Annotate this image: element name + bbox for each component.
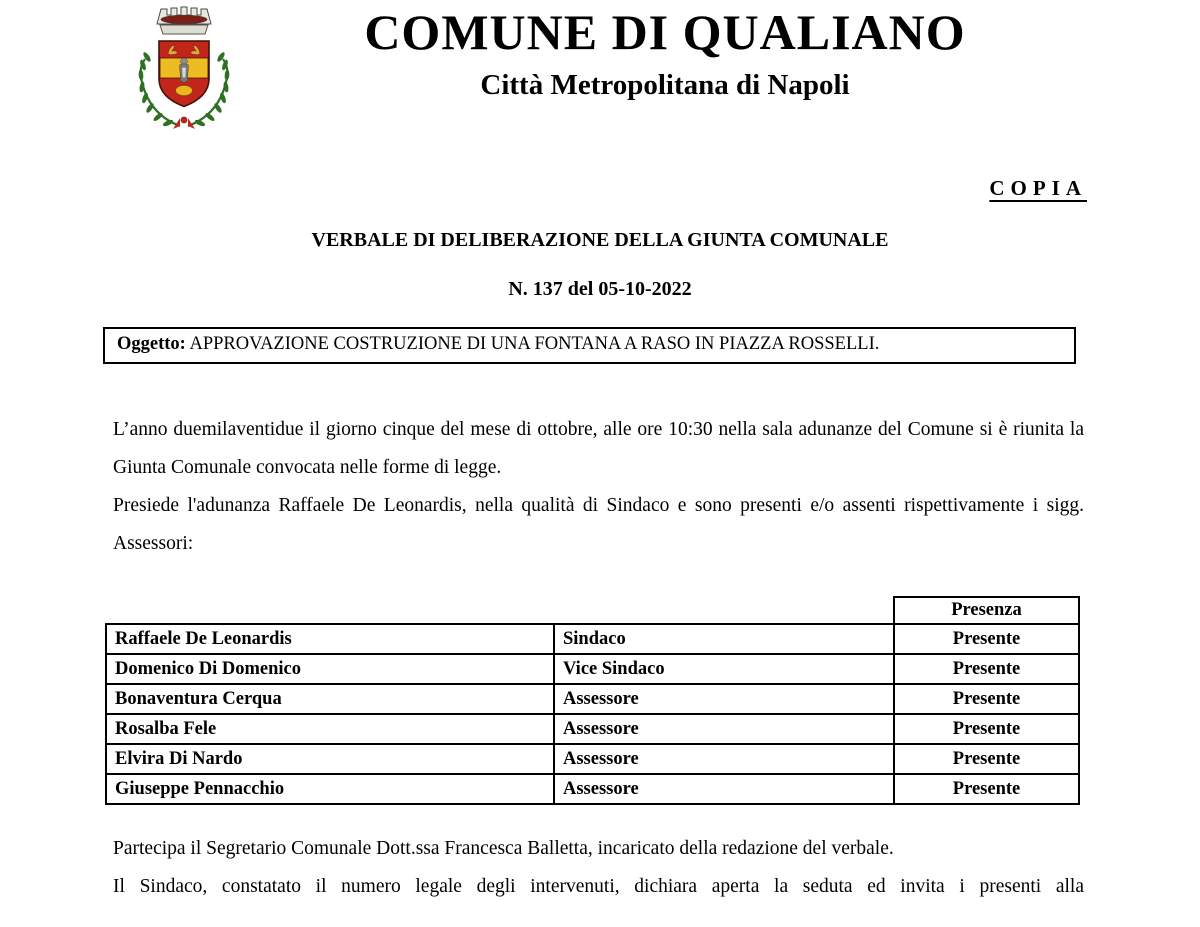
- member-name-cell: Giuseppe Pennacchio: [106, 774, 554, 804]
- member-name-cell: Bonaventura Cerqua: [106, 684, 554, 714]
- shield-icon: [159, 41, 209, 107]
- member-role-cell: Assessore: [554, 714, 894, 744]
- copy-stamp-row: [0, 176, 1087, 201]
- table-header-row: [106, 597, 1079, 624]
- member-role-cell: Sindaco: [554, 624, 894, 654]
- blank-header-cell: [554, 597, 894, 624]
- member-role-cell: Vice Sindaco: [554, 654, 894, 684]
- subject-box: [103, 327, 1076, 364]
- subject-text: APPROVAZIONE COSTRUZIONE DI UNA FONTANA A RASO IN PIAZZA ROSSELLI.: [189, 334, 880, 354]
- act-title: VERBALE DI DELIBERAZIONE DELLA GIUNTA COMUNALE: [311, 229, 889, 251]
- member-role-cell: Assessore: [554, 744, 894, 774]
- attendance-table: [105, 596, 1080, 805]
- page-title: COMUNE DI QUALIANO: [364, 4, 966, 60]
- member-presence-cell: Presente: [894, 774, 1079, 804]
- member-presence-cell: Presente: [894, 624, 1079, 654]
- table-row: [106, 654, 1079, 684]
- mural-crown-icon: [157, 7, 211, 34]
- session-open-paragraph: Il Sindaco, constatato il numero legale degli intervenuti, dichiara aperta la seduta ed invita i presenti alla: [113, 876, 1084, 897]
- secretary-paragraph: Partecipa il Segretario Comunale Dott.ssa Francesca Balletta, incaricato della redazione del verbale.: [113, 838, 894, 859]
- member-presence-cell: Presente: [894, 714, 1079, 744]
- table-row: [106, 624, 1079, 654]
- presence-header-cell: Presenza: [894, 597, 1079, 624]
- member-name-cell: Rosalba Fele: [106, 714, 554, 744]
- presiding-paragraph: Presiede l'adunanza Raffaele De Leonardis, nella qualità di Sindaco e sono presenti e/o assenti rispettivamente i sigg. Assessori:: [113, 495, 1084, 554]
- member-name-cell: Domenico Di Domenico: [106, 654, 554, 684]
- member-role-cell: Assessore: [554, 774, 894, 804]
- ribbon-icon: [173, 117, 195, 129]
- table-row: [106, 744, 1079, 774]
- member-presence-cell: Presente: [894, 654, 1079, 684]
- blank-header-cell: [106, 597, 554, 624]
- member-name-cell: Raffaele De Leonardis: [106, 624, 554, 654]
- member-presence-cell: Presente: [894, 744, 1079, 774]
- municipal-coat-of-arms-icon: [128, 2, 240, 132]
- copy-stamp: COPIA: [989, 176, 1087, 200]
- table-row: [106, 774, 1079, 804]
- act-number: N. 137 del 05-10-2022: [508, 278, 692, 300]
- page-subtitle: Città Metropolitana di Napoli: [480, 68, 850, 101]
- closing-text: [113, 830, 1084, 906]
- member-presence-cell: Presente: [894, 684, 1079, 714]
- opening-paragraph: L’anno duemilaventidue il giorno cinque del mese di ottobre, alle ore 10:30 nella sala adunanze del Comune si è riunita la Giunta Comunale convocata nelle forme di legge.: [113, 419, 1084, 478]
- table-row: [106, 714, 1079, 744]
- body-text: [113, 411, 1084, 563]
- table-row: [106, 684, 1079, 714]
- document-header: [0, 0, 1200, 128]
- member-role-cell: Assessore: [554, 684, 894, 714]
- member-name-cell: Elvira Di Nardo: [106, 744, 554, 774]
- subject-label: Oggetto:: [117, 334, 186, 354]
